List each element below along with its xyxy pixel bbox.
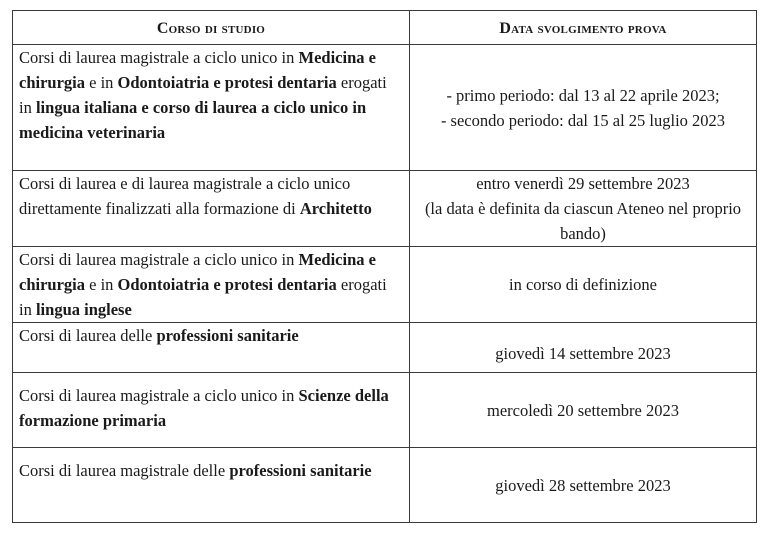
course-text: Corsi di laurea delle	[19, 326, 157, 345]
table-row	[13, 373, 757, 448]
course-name-bold: Scienze della formazione primaria	[19, 386, 389, 430]
date-cell	[410, 448, 757, 523]
date-line: giovedì 14 settembre 2023	[495, 344, 671, 363]
header-row	[13, 11, 757, 45]
course-cell	[13, 448, 410, 523]
table-row	[13, 448, 757, 523]
date-cell	[410, 323, 757, 373]
date-line: mercoledì 20 settembre 2023	[487, 400, 679, 420]
course-text: Corsi di laurea magistrale a ciclo unico in	[19, 250, 299, 269]
course-text: erogati in	[19, 275, 387, 319]
date-line: giovedì 28 settembre 2023	[495, 475, 671, 495]
course-name-bold: Odontoiatria e protesi dentaria	[117, 73, 337, 92]
course-cell	[13, 373, 410, 448]
course-name-bold: professioni sanitarie	[156, 326, 299, 345]
course-text: e in	[85, 73, 118, 92]
course-cell	[13, 323, 410, 373]
course-name-bold: Odontoiatria e protesi dentaria	[117, 275, 337, 294]
course-cell	[13, 247, 410, 323]
course-cell	[13, 171, 410, 247]
course-name-bold: lingua inglese	[35, 300, 132, 319]
date-cell	[410, 373, 757, 448]
header-date: Data svolgimento prova	[410, 11, 757, 45]
course-text: Corsi di laurea magistrale delle	[19, 461, 230, 480]
table-row	[13, 323, 757, 373]
date-cell	[410, 171, 757, 247]
date-line: (la data è definita da ciascun Ateneo nel proprio bando)	[424, 199, 742, 243]
date-line: - primo periodo: dal 13 al 22 aprile 2023;	[446, 85, 720, 105]
header-course: Corso di studio	[13, 11, 410, 45]
course-text: e in	[85, 275, 118, 294]
table-row	[13, 45, 757, 171]
course-text: Corsi di laurea magistrale a ciclo unico in	[19, 386, 299, 405]
exam-schedule-table	[12, 10, 757, 523]
table-row	[13, 171, 757, 247]
date-cell	[410, 247, 757, 323]
course-name-bold: Architetto	[299, 199, 372, 218]
table-row	[13, 247, 757, 323]
date-line: entro venerdì 29 settembre 2023	[476, 174, 690, 193]
course-text: Corsi di laurea e di laurea magistrale a ciclo unico direttamente finalizzati alla formazione di	[19, 174, 351, 218]
course-text: erogati in	[19, 73, 387, 117]
course-name-bold: lingua italiana e corso di laurea a ciclo unico in medicina veterinaria	[19, 98, 367, 142]
course-text: Corsi di laurea magistrale a ciclo unico in	[19, 48, 299, 67]
course-name-bold: Medicina e chirurgia	[19, 250, 376, 294]
course-name-bold: Medicina e chirurgia	[19, 48, 376, 92]
course-name-bold: professioni sanitarie	[229, 461, 372, 480]
date-cell	[410, 45, 757, 171]
date-line: - secondo periodo: dal 15 al 25 luglio 2023	[440, 110, 726, 130]
date-line: in corso di definizione	[508, 275, 657, 294]
course-cell	[13, 45, 410, 171]
